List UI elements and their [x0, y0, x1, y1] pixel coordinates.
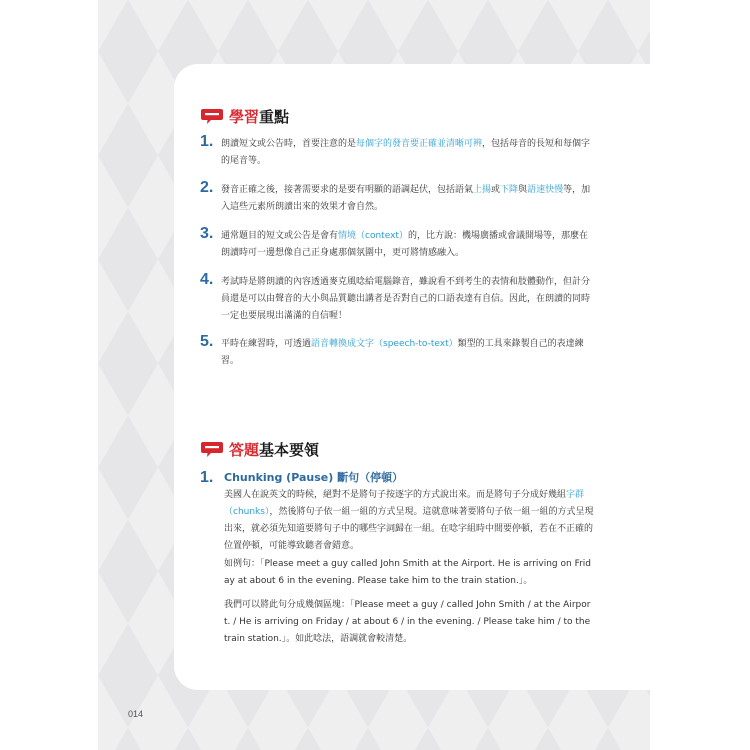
body-text: 類型的工具來錄製自己的表達練習。	[221, 339, 584, 366]
item-text	[221, 182, 596, 216]
body-text: 等，加入這些元素所朗讀出來的效果才會自然。	[221, 185, 591, 212]
section-heading-answer-tips	[200, 439, 319, 460]
body-text: 平時在練習時，可透過	[221, 339, 312, 349]
body-text: 美國人在說英文的時候，絕對不是將句子按逐字的方式說出來。而是將句子分成好幾組	[224, 490, 567, 500]
heading-rest: 重點	[259, 108, 290, 126]
body-text: 的，比方說：機場廣播或會議開場等，那麼在朗讀時可一邊想像自己正身處那個氛圍中，更可將情感融入。	[221, 231, 588, 258]
speech-bubble-icon	[200, 108, 224, 125]
list-item	[200, 333, 596, 370]
item-text	[221, 274, 596, 325]
highlight-text: 上揚	[473, 185, 492, 195]
list-item	[200, 471, 596, 485]
body-text: 發音正確之後，接著需要求的是要有明顯的語調起伏，包括語氣	[221, 185, 474, 195]
list-item	[200, 271, 596, 325]
highlight-text: 每個字的發音要正確並清晰可辨	[356, 139, 483, 149]
page-number: 014	[128, 709, 144, 719]
body-text: 或	[491, 185, 501, 195]
heading-rest: 基本要領	[259, 441, 320, 459]
item-number: 4.	[200, 271, 214, 288]
highlight-text: 下降	[500, 185, 519, 195]
body-text: 與	[518, 185, 528, 195]
speech-bubble-icon	[200, 441, 224, 458]
item-number: 1.	[200, 469, 214, 486]
item-number: 5.	[200, 333, 214, 350]
body-text: 朗讀短文或公告時，首要注意的是	[221, 139, 357, 149]
item-subtitle: Chunking (Pause) 斷句（停頓）	[224, 471, 404, 484]
heading-accent: 學習	[229, 108, 260, 126]
list-item	[200, 179, 596, 216]
highlight-text: 情境（context）	[338, 231, 408, 241]
item-text	[221, 228, 596, 262]
highlight-text: 語音轉換成文字（speech-to-text）	[311, 339, 458, 349]
body-text: 通常題目的短文或公告是會有	[221, 231, 339, 241]
heading-accent: 答題	[229, 441, 260, 459]
chunking-paragraph: 我們可以將此句分成幾個區塊：「Please meet a guy / called John Smith / at the Airport. / He is arriving on Friday / at about 6 / in the evening. / Please take him / to the train station.」。如此唸法，語調就會較清楚。	[224, 600, 591, 644]
item-number: 1.	[200, 133, 214, 150]
section-heading-key-points	[200, 106, 289, 127]
highlight-text: 字群（chunks）	[224, 490, 585, 517]
example-paragraph: 如例句：「Please meet a guy called John Smith at the Airport. He is arriving on Friday at about 6 in the evening. Please take him to the train station.」。	[224, 559, 592, 586]
highlight-text: 語速快慢	[527, 185, 564, 195]
body-text: ，包括母音的長短和每個字的尾音等。	[221, 139, 591, 166]
list-item	[200, 225, 596, 262]
item-number: 2.	[200, 179, 214, 196]
body-text: ，然後將句子依一組一組的方式呈現。這就意味著要將句子依一組一組的方式呈現出來，就必須先知道要將句子中的哪些字詞歸在一組。在唸字組時中間要停頓，若在不正確的位置停頓，可能導致聽者會錯意。	[224, 507, 594, 551]
item-text	[221, 136, 596, 170]
body-text: 考試時是將朗讀的內容透過麥克風唸給電腦錄音，雖說看不到考生的表情和肢體動作，但計分員還是可以由聲音的大小與品質聽出講者是否對自己的口語表達有自信。因此，在朗讀的同時一定也要展現出滿滿的自信喔！	[221, 277, 591, 321]
item-number: 3.	[200, 225, 214, 242]
item-text	[221, 336, 596, 370]
paragraph	[224, 487, 596, 555]
list-item	[200, 133, 596, 170]
